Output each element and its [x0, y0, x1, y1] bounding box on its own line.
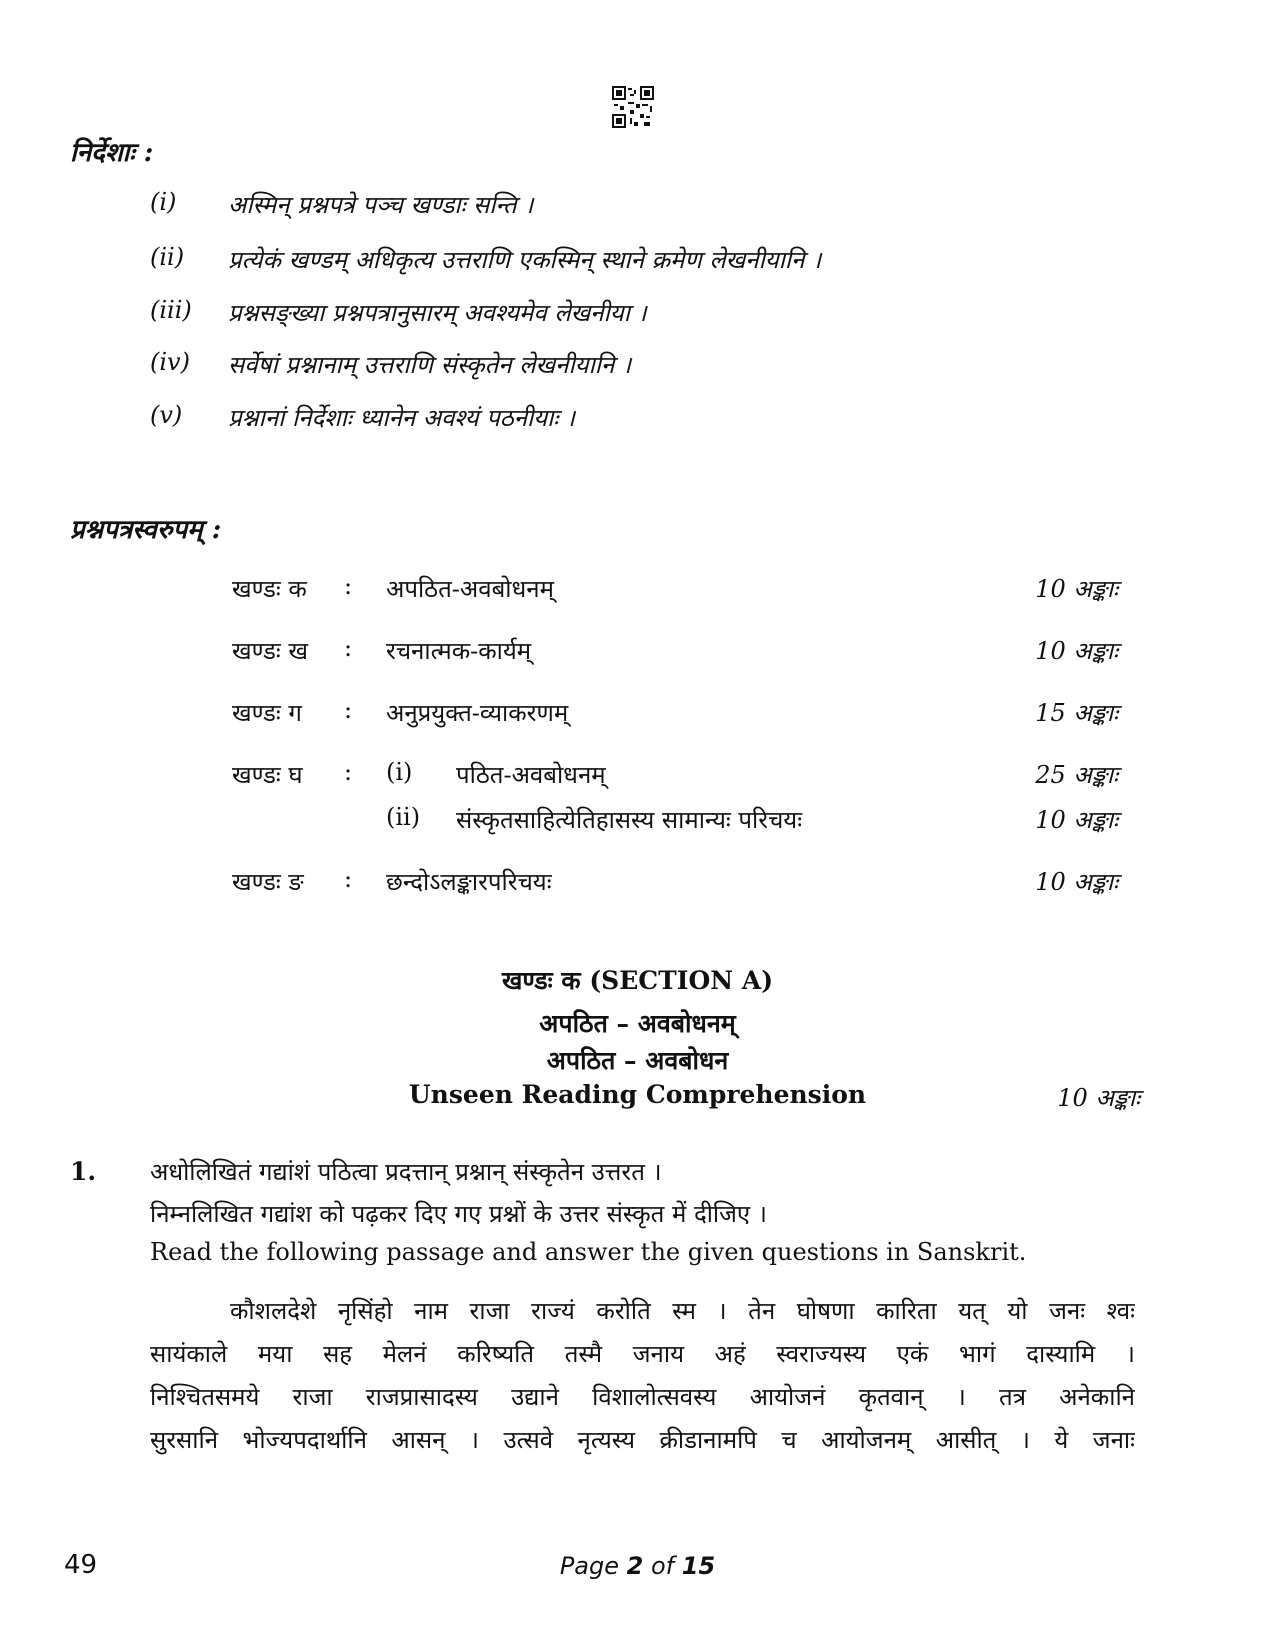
instruction-number: (iii) — [150, 296, 192, 324]
section-a-subtitle-hindi: अपठित – अवबोधन — [546, 1046, 729, 1075]
structure-subnumber: (i) — [386, 758, 413, 786]
qr-code-icon — [612, 86, 654, 128]
section-a-title: खण्डः क (SECTION A) — [501, 966, 774, 995]
instruction-text: अस्मिन् प्रश्नपत्रे पञ्च खण्डाः सन्ति । — [228, 191, 534, 219]
passage-line: कौशलदेशे नृसिंहो नाम राजा राज्यं करोति स्म । तेन घोषणा कारिता यत् यो जनः श्वः — [230, 1297, 1135, 1325]
instruction-item — [150, 348, 1150, 378]
structure-topic: संस्कृतसाहित्येतिहासस्य सामान्यः परिचयः — [456, 806, 803, 834]
structure-topic: अनुप्रयुक्त-व्याकरणम् — [386, 699, 569, 727]
structure-subnumber: (ii) — [386, 803, 421, 831]
instruction-item — [150, 296, 1150, 326]
instruction-number: (v) — [150, 401, 183, 429]
structure-section: खण्डः ङ — [232, 868, 304, 896]
instruction-item — [150, 401, 1150, 431]
structure-topic: पठित-अवबोधनम् — [456, 761, 606, 789]
passage-line: सायंकाले मया सह मेलनं करिष्यति तस्मै जनाय अहं स्वराज्यस्य एकं भागं दास्यामि । — [150, 1340, 1135, 1368]
instruction-number: (iv) — [150, 348, 190, 376]
instruction-number: (i) — [150, 188, 177, 216]
instruction-text: प्रश्नसङ्ख्या प्रश्नपत्रानुसारम् अवश्यमेव लेखनीया । — [228, 299, 647, 327]
passage — [150, 1290, 1135, 1462]
instruction-item — [150, 243, 1150, 273]
section-a-marks: 10 अङ्काः — [1057, 1084, 1140, 1112]
page-current: 2 — [626, 1552, 644, 1580]
structure-topic: रचनात्मक-कार्यम् — [386, 637, 532, 665]
structure-colon: : — [344, 572, 353, 600]
passage-line: निश्चितसमये राजा राजप्रासादस्य उद्याने विशालोत्सवस्य आयोजनं कृतवान् । तत्र अनेकानि — [150, 1383, 1135, 1411]
structure-section: खण्डः घ — [232, 761, 303, 789]
instruction-item — [150, 188, 1150, 218]
structure-section: खण्डः ग — [232, 699, 302, 727]
instructions-heading: निर्देशाः : — [70, 138, 154, 168]
structure-colon: : — [344, 758, 353, 786]
section-a-subtitle-english: Unseen Reading Comprehension — [408, 1080, 867, 1109]
page-of-label: of — [650, 1552, 675, 1580]
section-a-subtitle-sanskrit: अपठित – अवबोधनम् — [539, 1009, 736, 1038]
question-instruction-sanskrit: अधोलिखितं गद्यांशं पठित्वा प्रदत्तान् प्रश्नान् संस्कृतेन उत्तरत । — [150, 1158, 662, 1186]
structure-colon: : — [344, 696, 353, 724]
question-instruction-english: Read the following passage and answer the given questions in Sanskrit. — [150, 1238, 1027, 1266]
structure-marks: 15 अङ्काः — [1035, 699, 1118, 727]
structure-colon: : — [344, 865, 353, 893]
instruction-text: प्रश्नानां निर्देशाः ध्यानेन अवश्यं पठनीयाः । — [228, 404, 575, 432]
structure-marks: 25 अङ्काः — [1035, 761, 1118, 789]
structure-heading: प्रश्नपत्रस्वरुपम् : — [70, 515, 222, 545]
structure-marks: 10 अङ्काः — [1035, 806, 1118, 834]
instruction-text: प्रत्येकं खण्डम् अधिकृत्य उत्तराणि एकस्मिन् स्थाने क्रमेण लेखनीयानि । — [228, 246, 822, 274]
structure-section: खण्डः क — [232, 575, 307, 603]
page-indicator — [0, 1552, 1275, 1580]
structure-marks: 10 अङ्काः — [1035, 868, 1118, 896]
page-total: 15 — [681, 1552, 716, 1580]
instruction-number: (ii) — [150, 243, 185, 271]
structure-section: खण्डः ख — [232, 637, 308, 665]
question-number: 1. — [70, 1157, 97, 1186]
paper-code: 49 — [64, 1550, 98, 1580]
passage-line: सुरसानि भोज्यपदार्थानि आसन् । उत्सवे नृत्यस्य क्रीडानामपि च आयोजनम् आसीत् । ये जनाः — [150, 1426, 1135, 1454]
structure-colon: : — [344, 634, 353, 662]
structure-topic: अपठित-अवबोधनम् — [386, 575, 554, 603]
structure-topic: छन्दोऽलङ्कारपरिचयः — [386, 868, 552, 896]
instruction-text: सर्वेषां प्रश्नानाम् उत्तराणि संस्कृतेन लेखनीयानि । — [228, 351, 632, 379]
page-label: Page — [559, 1552, 619, 1580]
question-instruction-hindi: निम्नलिखित गद्यांश को पढ़कर दिए गए प्रश्नों के उत्तर संस्कृत में दीजिए । — [150, 1200, 767, 1228]
structure-marks: 10 अङ्काः — [1035, 637, 1118, 665]
structure-marks: 10 अङ्काः — [1035, 575, 1118, 603]
